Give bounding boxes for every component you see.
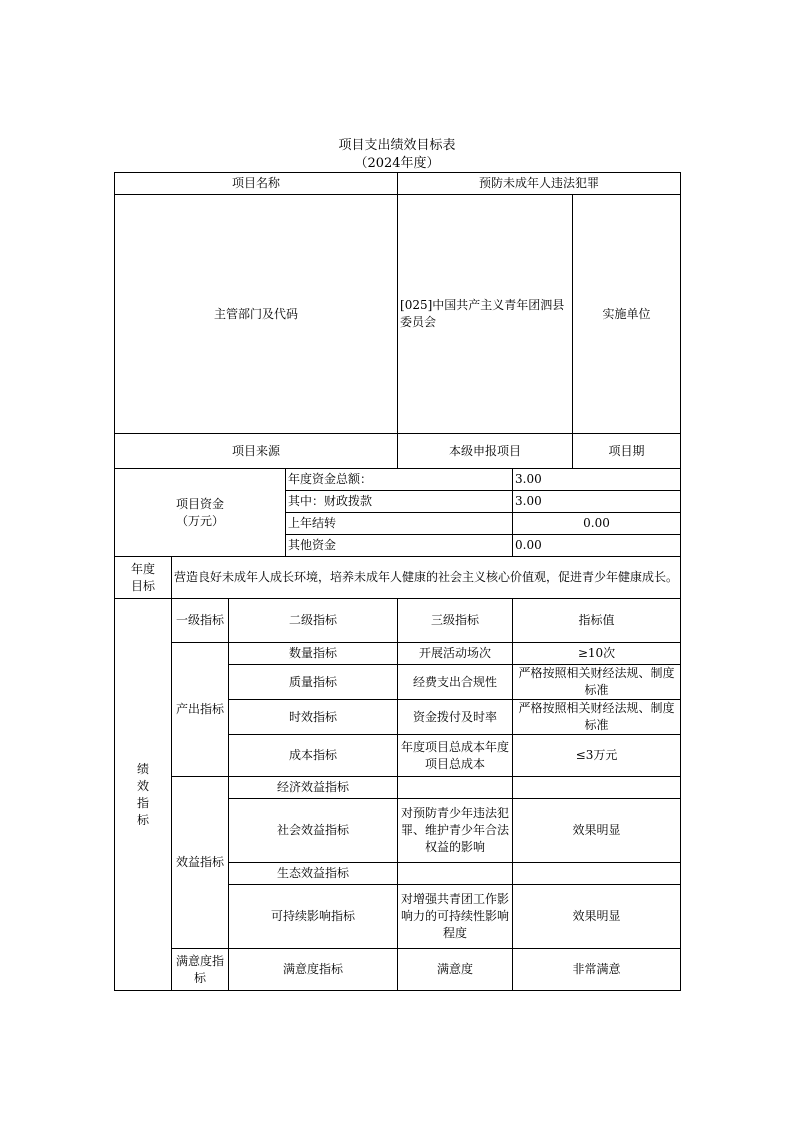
- output-level3: 开展活动场次: [398, 643, 513, 665]
- funds-carryover-value: 0.00: [513, 513, 681, 535]
- benefit-value: 效果明显: [513, 799, 681, 863]
- output-level2: 数量指标: [229, 643, 398, 665]
- funds-total-value: 3.00: [513, 469, 681, 491]
- source-label: 项目来源: [115, 434, 398, 469]
- output-level3: 经费支出合规性: [398, 665, 513, 700]
- output-value: ≤3万元: [513, 735, 681, 777]
- performance-label-char: 指: [136, 795, 149, 810]
- source-value: 本级申报项目: [398, 434, 573, 469]
- performance-label: [115, 599, 172, 991]
- output-level2: 时效指标: [229, 700, 398, 735]
- funds-other-label: 其他资金: [286, 535, 513, 557]
- funds-carryover-label: 上年结转: [286, 513, 513, 535]
- benefit-value: 效果明显: [513, 885, 681, 949]
- header-value: 指标值: [513, 599, 681, 643]
- satisfaction-level2: 满意度指标: [229, 949, 398, 991]
- benefit-value: [513, 777, 681, 799]
- benefit-level2: 社会效益指标: [229, 799, 398, 863]
- performance-target-table: [114, 172, 681, 991]
- output-level3: 年度项目总成本年度项目总成本: [398, 735, 513, 777]
- output-level3: 资金拨付及时率: [398, 700, 513, 735]
- header-level1: 一级指标: [172, 599, 229, 643]
- benefit-level3: [398, 777, 513, 799]
- funds-other-value: 0.00: [513, 535, 681, 557]
- performance-label-char: 效: [136, 778, 149, 793]
- project-name-label: 项目名称: [115, 173, 398, 195]
- funds-fiscal-value: 3.00: [513, 491, 681, 513]
- funds-label: [115, 469, 286, 557]
- benefit-level3: [398, 863, 513, 885]
- output-level2: 质量指标: [229, 665, 398, 700]
- dept-value: [025]中国共产主义青年团泗县委员会: [398, 195, 573, 434]
- document-title: 项目支出绩效目标表: [338, 138, 456, 153]
- output-value: ≥10次: [513, 643, 681, 665]
- benefit-level2: 经济效益指标: [229, 777, 398, 799]
- output-level2: 成本指标: [229, 735, 398, 777]
- benefit-indicator-label: 效益指标: [172, 777, 229, 949]
- benefit-level3: 对增强共青团工作影响力的可持续性影响程度: [398, 885, 513, 949]
- annual-goal-text: 营造良好未成年人成长环境，培养未成年人健康的社会主义核心价值观，促进青少年健康成长。: [172, 557, 681, 599]
- performance-label-char: 标: [136, 812, 149, 827]
- annual-goal-label-line2: 目标: [130, 578, 155, 593]
- performance-label-char: 绩: [136, 761, 149, 776]
- header-level3: 三级指标: [398, 599, 513, 643]
- impl-unit-label: 实施单位: [573, 195, 681, 434]
- benefit-level2: 可持续影响指标: [229, 885, 398, 949]
- annual-goal-label-line1: 年度: [130, 561, 155, 576]
- satisfaction-indicator-label: 满意度指标: [172, 949, 229, 991]
- annual-goal-label: [115, 557, 172, 599]
- benefit-value: [513, 863, 681, 885]
- output-indicator-label: 产出指标: [172, 643, 229, 777]
- funds-label-line1: 项目资金: [175, 496, 224, 511]
- project-name-value: 预防未成年人违法犯罪: [398, 173, 681, 195]
- dept-label: 主管部门及代码: [115, 195, 398, 434]
- output-value: 严格按照相关财经法规、制度标准: [513, 700, 681, 735]
- satisfaction-level3: 满意度: [398, 949, 513, 991]
- funds-fiscal-label: 其中：财政拨款: [286, 491, 513, 513]
- benefit-level3: 对预防青少年违法犯罪、维护青少年合法权益的影响: [398, 799, 513, 863]
- funds-label-line2: （万元）: [175, 513, 224, 528]
- header-level2: 二级指标: [229, 599, 398, 643]
- funds-total-label: 年度资金总额：: [286, 469, 513, 491]
- output-value: 严格按照相关财经法规、制度标准: [513, 665, 681, 700]
- period-label: 项目期: [573, 434, 681, 469]
- document-year: （2024年度）: [354, 156, 440, 171]
- satisfaction-value: 非常满意: [513, 949, 681, 991]
- benefit-level2: 生态效益指标: [229, 863, 398, 885]
